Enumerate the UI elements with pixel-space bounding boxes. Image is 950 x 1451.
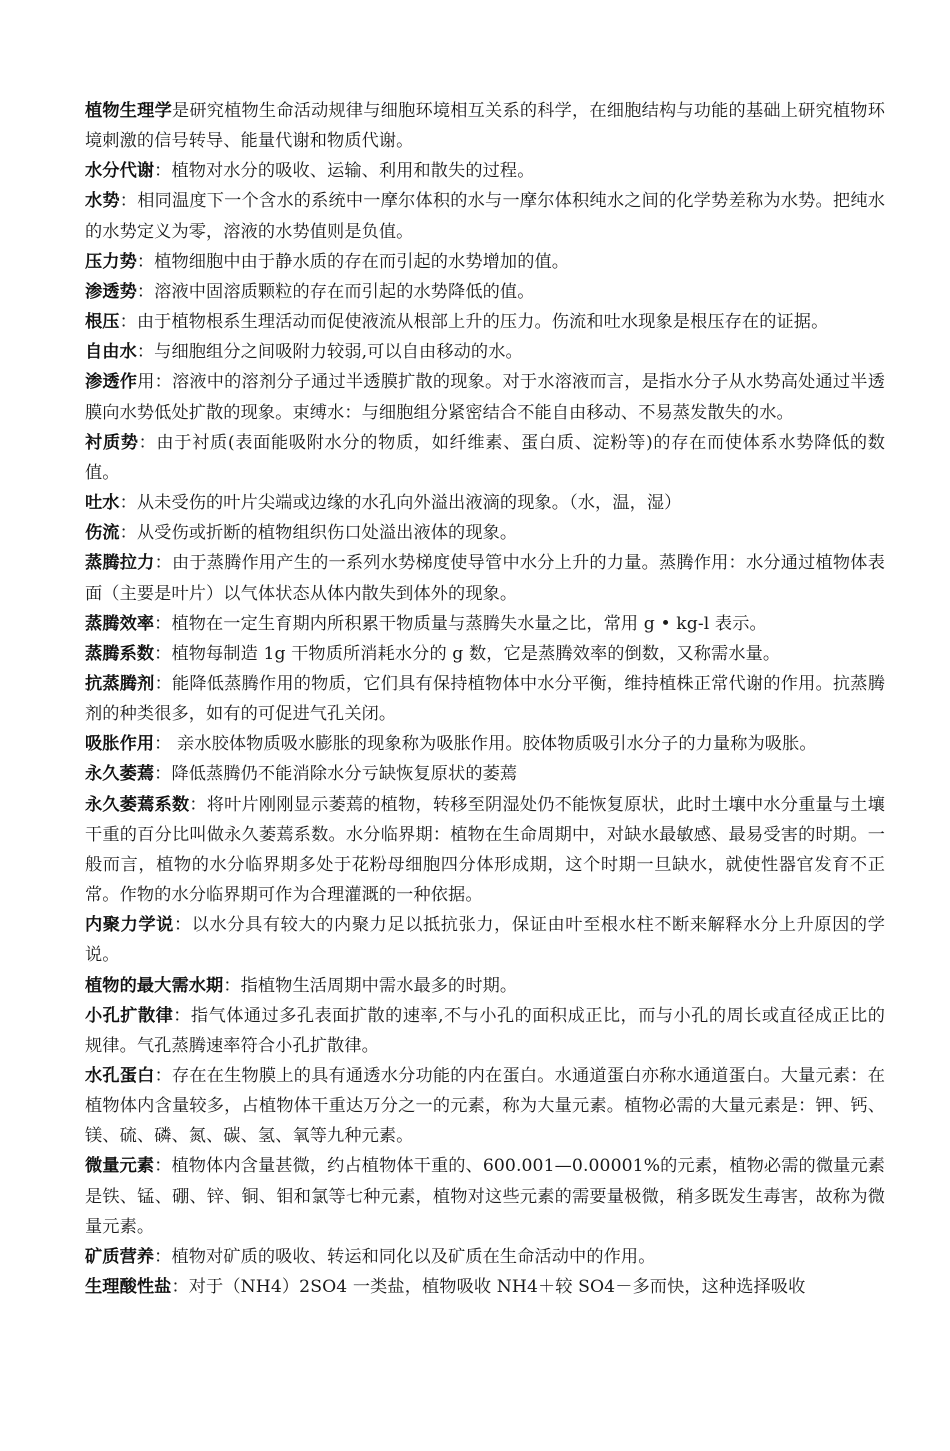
- glossary-entry: [85, 609, 885, 639]
- glossary-entry: [85, 759, 885, 789]
- glossary-entry: [85, 277, 885, 307]
- glossary-term: 自由水: [85, 342, 137, 363]
- glossary-term: 水势: [85, 191, 120, 212]
- glossary-entry: [85, 790, 885, 911]
- glossary-definition: ：植物细胞中由于静水质的存在而引起的水势增加的值。: [136, 251, 570, 272]
- glossary-term: 水分代谢: [85, 161, 155, 182]
- glossary-definition: ：降低蒸腾仍不能消除水分亏缺恢复原状的萎蔫: [154, 764, 518, 785]
- glossary-definition: 用：溶液中的溶剂分子通过半透膜扩散的现象。对于水溶液而言，是指水分子从水势高处通过半透膜向水势低处扩散的现象。束缚水：与细胞组分紧密结合不能自由移动、不易蒸发散失的水。: [85, 372, 885, 423]
- glossary-term: 生理酸性盐: [85, 1277, 172, 1298]
- glossary-entry: [85, 1001, 885, 1061]
- glossary-definition: ：从未受伤的叶片尖端或边缘的水孔向外溢出液滴的现象。（水，温，湿）: [119, 493, 682, 514]
- glossary-term: 渗透作: [85, 372, 138, 393]
- glossary-entry: [85, 307, 885, 337]
- glossary-definition: ：以水分具有较大的内聚力足以抵抗张力，保证由叶至根水柱不断来解释水分上升原因的学说。: [85, 915, 885, 966]
- glossary-entry: [85, 96, 885, 156]
- glossary-term: 永久萎蔫: [85, 764, 155, 785]
- glossary-definition: ： 亲水胶体物质吸水膨胀的现象称为吸胀作用。胶体物质吸引水分子的力量称为吸胀。: [154, 734, 817, 755]
- glossary-entry: [85, 1061, 885, 1151]
- glossary-term: 蒸腾效率: [85, 613, 155, 634]
- glossary-definition: ：指气体通过多孔表面扩散的速率,不与小孔的面积成正比，而与小孔的周长或直径成正比的规律。气孔蒸腾速率符合小孔扩散律。: [85, 1005, 885, 1056]
- glossary-definition: ：植物对水分的吸收、运输、利用和散失的过程。: [154, 161, 535, 182]
- glossary-entry: [85, 639, 885, 669]
- glossary-definition: ：溶液中固溶质颗粒的存在而引起的水势降低的值。: [136, 281, 535, 302]
- glossary-definition: ：从受伤或折断的植物组织伤口处溢出液体的现象。: [119, 523, 518, 544]
- glossary-definition: ：存在在生物膜上的具有通透水分功能的内在蛋白。水通道蛋白亦称水通道蛋白。大量元素：在植物体内含量较多，占植物体干重达万分之一的元素，称为大量元素。植物必需的大量元素是：钾、钙、镁、硫、磷、氮、碳、氢、氧等九种元素。: [85, 1066, 885, 1147]
- glossary-definition: ：植物每制造 1g 干物质所消耗水分的 g 数，它是蒸腾效率的倒数，又称需水量。: [154, 643, 781, 664]
- glossary-definition: ：能降低蒸腾作用的物质，它们具有保持植物体中水分平衡，维持植株正常代谢的作用。抗蒸腾剂的种类很多，如有的可促进气孔关闭。: [85, 673, 885, 725]
- glossary-definition: ：由于植物根系生理活动而促使液流从根部上升的压力。伤流和吐水现象是根压存在的证据。: [119, 312, 829, 333]
- glossary-entry: [85, 247, 885, 277]
- glossary-term: 永久萎蔫系数: [85, 794, 190, 815]
- glossary-entry: [85, 518, 885, 548]
- glossary-term: 微量元素: [85, 1156, 155, 1177]
- document-page: [85, 96, 885, 1302]
- glossary-term: 内聚力学说: [85, 915, 174, 936]
- glossary-definition: ：由于衬质(表面能吸附水分的物质，如纤维素、蛋白质、淀粉等)的存在而使体系水势降低的数值。: [85, 432, 885, 483]
- glossary-term: 植物生理学: [85, 101, 172, 121]
- glossary-definition: ：植物对矿质的吸收、转运和同化以及矿质在生命活动中的作用。: [154, 1246, 656, 1267]
- glossary-definition: 是研究植物生命活动规律与细胞环境相互关系的科学，在细胞结构与功能的基础上研究植物环境刺激的信号转导、能量代谢和物质代谢。: [85, 101, 885, 152]
- glossary-term: 蒸腾拉力: [85, 553, 155, 574]
- glossary-entry: [85, 1272, 885, 1302]
- glossary-entry: [85, 1151, 885, 1241]
- glossary-term: 伤流: [85, 523, 120, 544]
- glossary-definition: ：将叶片刚刚显示萎蔫的植物，转移至阴湿处仍不能恢复原状，此时土壤中水分重量与土壤干重的百分比叫做永久萎蔫系数。水分临界期：植物在生命周期中，对缺水最敏感、最易受害的时期。一般而言，植物的水分临界期多处于花粉母细胞四分体形成期，这个时期一旦缺水，就使性器官发育不正常。作物的水分临界期可作为合理灌溉的一种依据。: [85, 794, 885, 906]
- glossary-definition: ：与细胞组分之间吸附力较弱,可以自由移动的水。: [136, 342, 523, 363]
- glossary-entry: [85, 337, 885, 367]
- glossary-term: 小孔扩散律: [85, 1005, 174, 1026]
- glossary-term: 水孔蛋白: [85, 1066, 155, 1086]
- glossary-term: 渗透势: [85, 281, 137, 302]
- glossary-term: 矿质营养: [85, 1246, 155, 1267]
- glossary-term: 植物的最大需水期: [85, 975, 224, 996]
- glossary-definition: ：植物在一定生育期内所积累干物质量与蒸腾失水量之比，常用 g • kg-l 表示。: [154, 613, 767, 634]
- glossary-definition: ：植物体内含量甚微，约占植物体干重的、600.001—0.00001%的元素，植物必需的微量元素是铁、锰、硼、锌、铜、钼和氯等七种元素，植物对这些元素的需要量极微，稍多既发生毒害，故称为微量元素。: [85, 1156, 885, 1237]
- glossary-entry: [85, 156, 885, 186]
- glossary-term: 衬质势: [85, 432, 139, 453]
- glossary-definition: ：对于（NH4）2SO4 一类盐，植物吸收 NH4＋较 SO4－多而快，这种选择吸收: [171, 1277, 806, 1298]
- glossary-term: 吸胀作用: [85, 734, 155, 755]
- glossary-entry: [85, 1242, 885, 1272]
- glossary-entry: [85, 428, 885, 488]
- glossary-definition: ：由于蒸腾作用产生的一系列水势梯度使导管中水分上升的力量。蒸腾作用：水分通过植物体表面（主要是叶片）以气体状态从体内散失到体外的现象。: [85, 553, 885, 604]
- glossary-term: 吐水: [85, 493, 120, 514]
- glossary-entry: [85, 367, 885, 427]
- glossary-entry: [85, 488, 885, 518]
- glossary-entry: [85, 910, 885, 970]
- glossary-term: 蒸腾系数: [85, 643, 155, 664]
- glossary-term: 抗蒸腾剂: [85, 673, 155, 694]
- glossary-definition: ：相同温度下一个含水的系统中一摩尔体积的水与一摩尔体积纯水之间的化学势差称为水势。把纯水的水势定义为零，溶液的水势值则是负值。: [85, 191, 886, 242]
- glossary-entry: [85, 729, 885, 759]
- glossary-entry: [85, 669, 885, 729]
- glossary-term: 根压: [85, 312, 120, 333]
- glossary-entry: [85, 971, 885, 1001]
- glossary-entry: [85, 548, 885, 608]
- glossary-term: 压力势: [85, 251, 137, 272]
- glossary-definition: ：指植物生活周期中需水最多的时期。: [223, 975, 518, 996]
- glossary-entry: [85, 186, 885, 246]
